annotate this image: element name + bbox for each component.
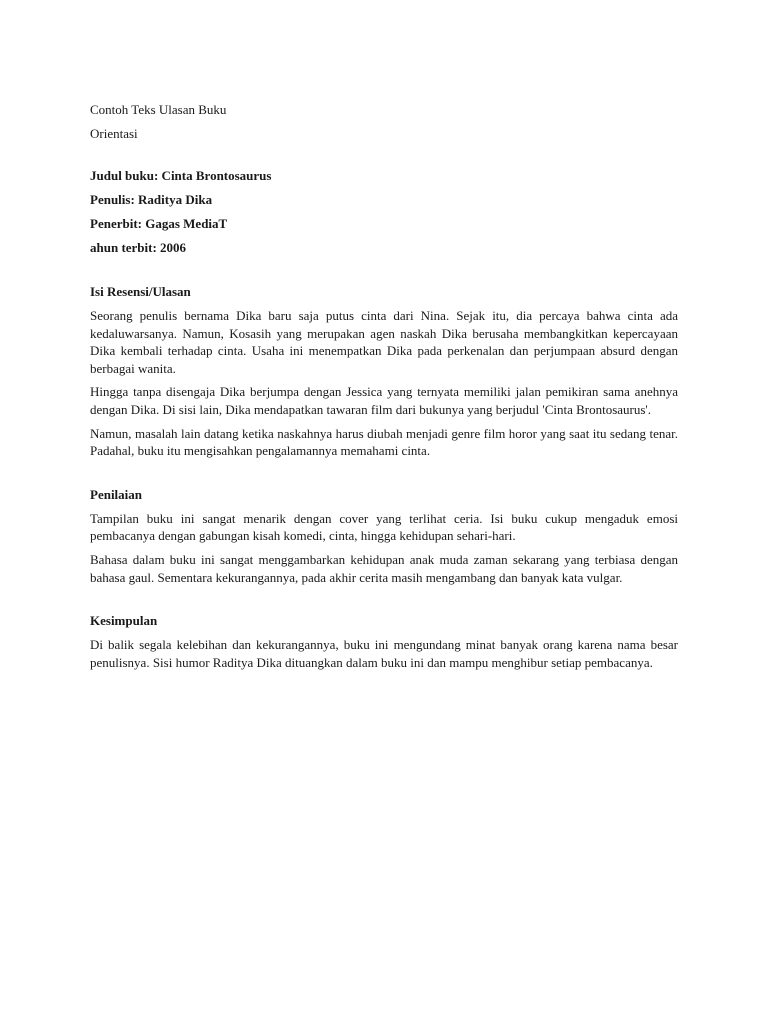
document-title: Contoh Teks Ulasan Buku — [90, 102, 227, 117]
isi-paragraph-3: Namun, masalah lain datang ketika naskahnya harus diubah menjadi genre film horor yang saat itu sedang tenar. Padahal, buku itu mengisahkan pengalamannya memahami cinta. — [90, 425, 678, 459]
book-title-line: Judul buku: Cinta Brontosaurus — [90, 168, 272, 183]
book-info — [90, 167, 678, 257]
book-publisher-line: Penerbit: Gagas MediaT — [90, 216, 228, 231]
section-heading-penilaian: Penilaian — [90, 486, 143, 502]
isi-paragraph-1: Seorang penulis bernama Dika baru saja putus cinta dari Nina. Sejak itu, dia percaya bahwa cinta ada kedaluwarsanya. Namun, Kosasih yang merupakan agen naskah Dika berusaha membangkitkan kepercayaan Dika kembali terhadap cinta. Usaha ini menempatkan Dika pada perkenalan dan perjumpaan absurd dengan berbagai wanita. — [90, 308, 678, 376]
penilaian-paragraph-1: Tampilan buku ini sangat menarik dengan cover yang terlihat ceria. Isi buku cukup mengaduk emosi pembacanya dengan gabungan kisah komedi, cinta, hingga kehidupan sehari-hari. — [90, 510, 678, 544]
kesimpulan-paragraph-1: Di balik segala kelebihan dan kekurangannya, buku ini mengundang minat banyak orang karena nama besar penulisnya. Sisi humor Raditya Dika dituangkan dalam buku ini dan mampu menghibur setiap pembacanya. — [90, 637, 678, 670]
section-kesimpulan — [90, 612, 678, 671]
section-heading-isi: Isi Resensi/Ulasan — [90, 284, 191, 299]
section-penilaian — [90, 486, 678, 586]
book-year-line: ahun terbit: 2006 — [90, 240, 187, 255]
penilaian-paragraph-2: Bahasa dalam buku ini sangat menggambarkan kehidupan anak muda zaman sekarang yang terbiasa dengan bahasa gaul. Sementara kekurangannya, pada akhir cerita masih mengambang dan banyak kata vulgar. — [90, 551, 678, 585]
isi-paragraph-2: Hingga tanpa disengaja Dika berjumpa dengan Jessica yang ternyata memiliki jalan pemikiran sama anehnya dengan Dika. Di sisi lain, Dika mendapatkan tawaran film dari bukunya yang berjudul 'Cinta Brontosaurus'. — [90, 384, 678, 417]
document-body — [90, 101, 678, 677]
section-isi-resensi — [90, 283, 678, 460]
book-author-line: Penulis: Raditya Dika — [90, 192, 213, 207]
section-heading-kesimpulan: Kesimpulan — [90, 613, 158, 629]
orientation-label: Orientasi — [90, 126, 138, 141]
